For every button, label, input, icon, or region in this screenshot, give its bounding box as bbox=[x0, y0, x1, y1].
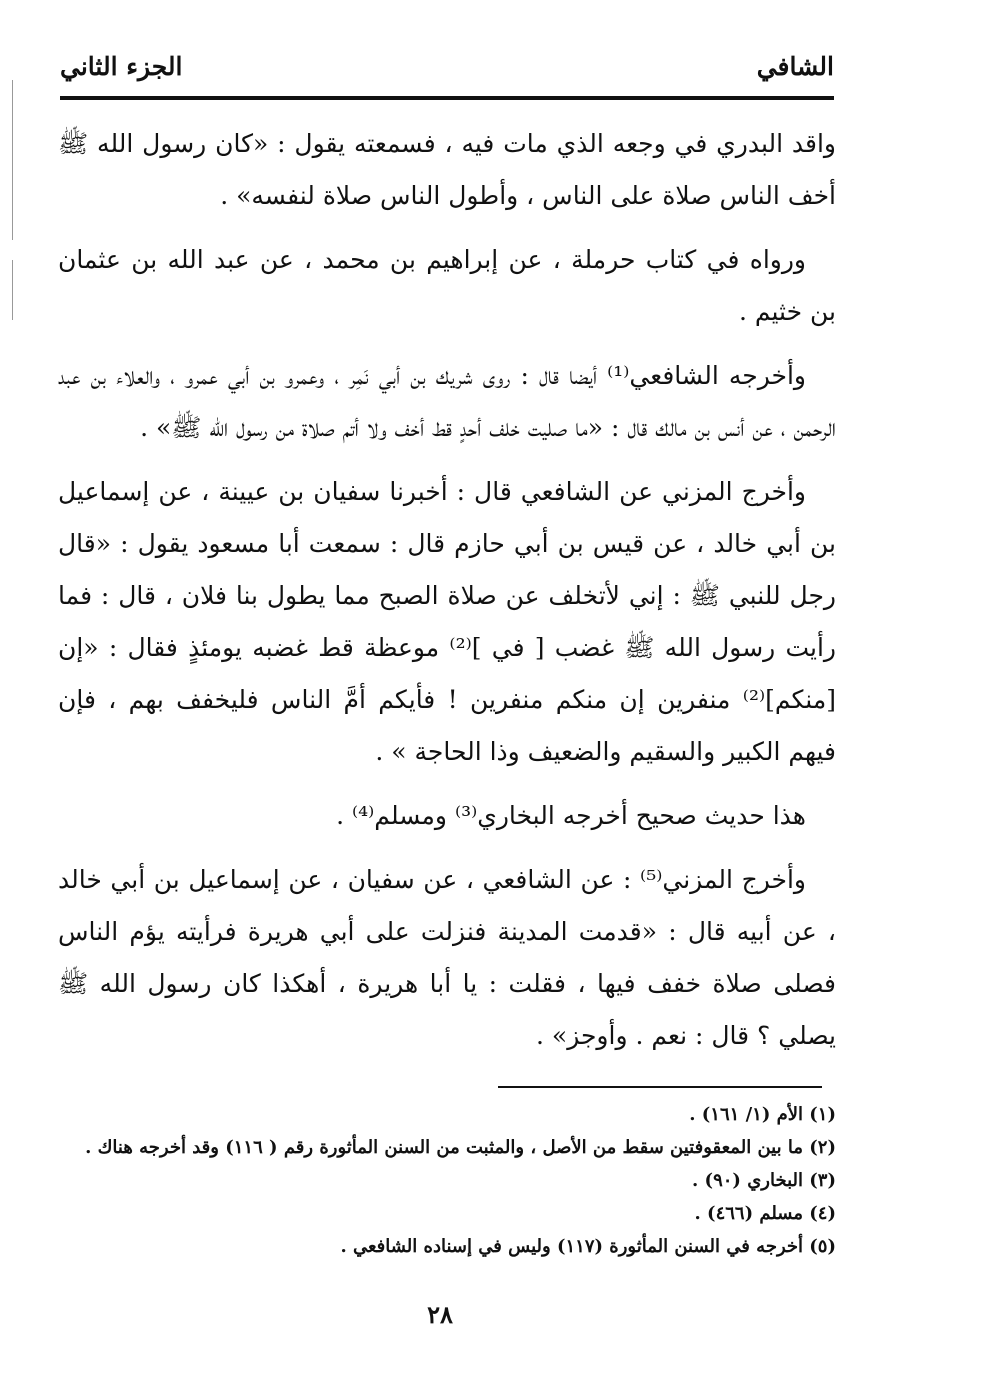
book-title: الشافي bbox=[756, 52, 834, 81]
footnote: (٤) مسلم (٤٦٦) . bbox=[694, 1203, 836, 1224]
footnote-separator bbox=[498, 1086, 822, 1088]
page-number: ٢٨ bbox=[427, 1300, 453, 1329]
paragraph: هذا حديث صحيح أخرجه البخاري⁽³⁾ ومسلم⁽⁴⁾ . bbox=[336, 801, 806, 830]
volume-label: الجزء الثاني bbox=[60, 52, 183, 81]
paragraph: واقد البدري في وجعه الذي مات فيه ، فسمعته يقول : «كان رسول الله ﷺ أخف الناس صلاة على الناس ، وأطول الناس صلاة لنفسه» . bbox=[58, 129, 836, 210]
footnotes bbox=[58, 1098, 836, 1263]
header-rule bbox=[60, 96, 834, 100]
footnote: (١) الأم (١/ ١٦١) . bbox=[689, 1104, 836, 1125]
running-header bbox=[60, 52, 834, 92]
paragraph: وأخرج المزني عن الشافعي قال : أخبرنا سفيان بن عيينة ، عن إسماعيل بن أبي خالد ، عن قيس بن أبي حازم قال : سمعت أبا مسعود يقول : «قال رجل للنبي ﷺ : إني لأتخلف عن صلاة الصبح مما يطول بنا فلان ، قال : فما رأيت رسول الله ﷺ غضب [ في ]⁽²⁾ موعظة قط غضبه يومئذٍ فقال : «إن [منكم]⁽²⁾ منفرين إن منكم منفرين ! فأيكم أمَّ الناس فليخفف بهم ، فإن فيهم الكبير والسقيم والضعيف وذا الحاجة » . bbox=[58, 477, 836, 766]
scan-edge-mark bbox=[12, 260, 13, 320]
footnote: (٢) ما بين المعقوفتين سقط من الأصل ، والمثبت من السنن المأثورة رقم ( ١١٦) وقد أخرجه هناك . bbox=[85, 1137, 836, 1158]
scan-edge-mark bbox=[12, 80, 13, 240]
paragraph: وأخرج المزني⁽⁵⁾ : عن الشافعي ، عن سفيان ، عن إسماعيل بن أبي خالد ، عن أبيه قال : «قدمت المدينة فنزلت على أبي هريرة فرأيته يؤم الناس فصلى صلاة خفف فيها ، فقلت : يا أبا هريرة ، أهكذا كان رسول الله ﷺ يصلي ؟ قال : نعم . وأوجز» . bbox=[58, 865, 836, 1050]
main-text bbox=[58, 118, 836, 1074]
paragraph: وأخرجه الشافعي⁽¹⁾ أيضا قال : روى شريك بن أبي نَمِر ، وعمرو بن أبي عمرو ، والعلاء بن عبد الرحمن ، عن أنس بن مالك قال : «ما صليت خلف أحدٍ قط أخف ولا أتم صلاة من رسول الله ﷺ» . bbox=[58, 361, 836, 442]
paragraph: ورواه في كتاب حرملة ، عن إبراهيم بن محمد ، عن عبد الله بن عثمان بن خثيم . bbox=[58, 245, 836, 326]
footnote: (٣) البخاري (٩٠) . bbox=[692, 1170, 836, 1191]
footnote: (٥) أخرجه في السنن المأثورة (١١٧) وليس في إسناده الشافعي . bbox=[340, 1236, 836, 1257]
